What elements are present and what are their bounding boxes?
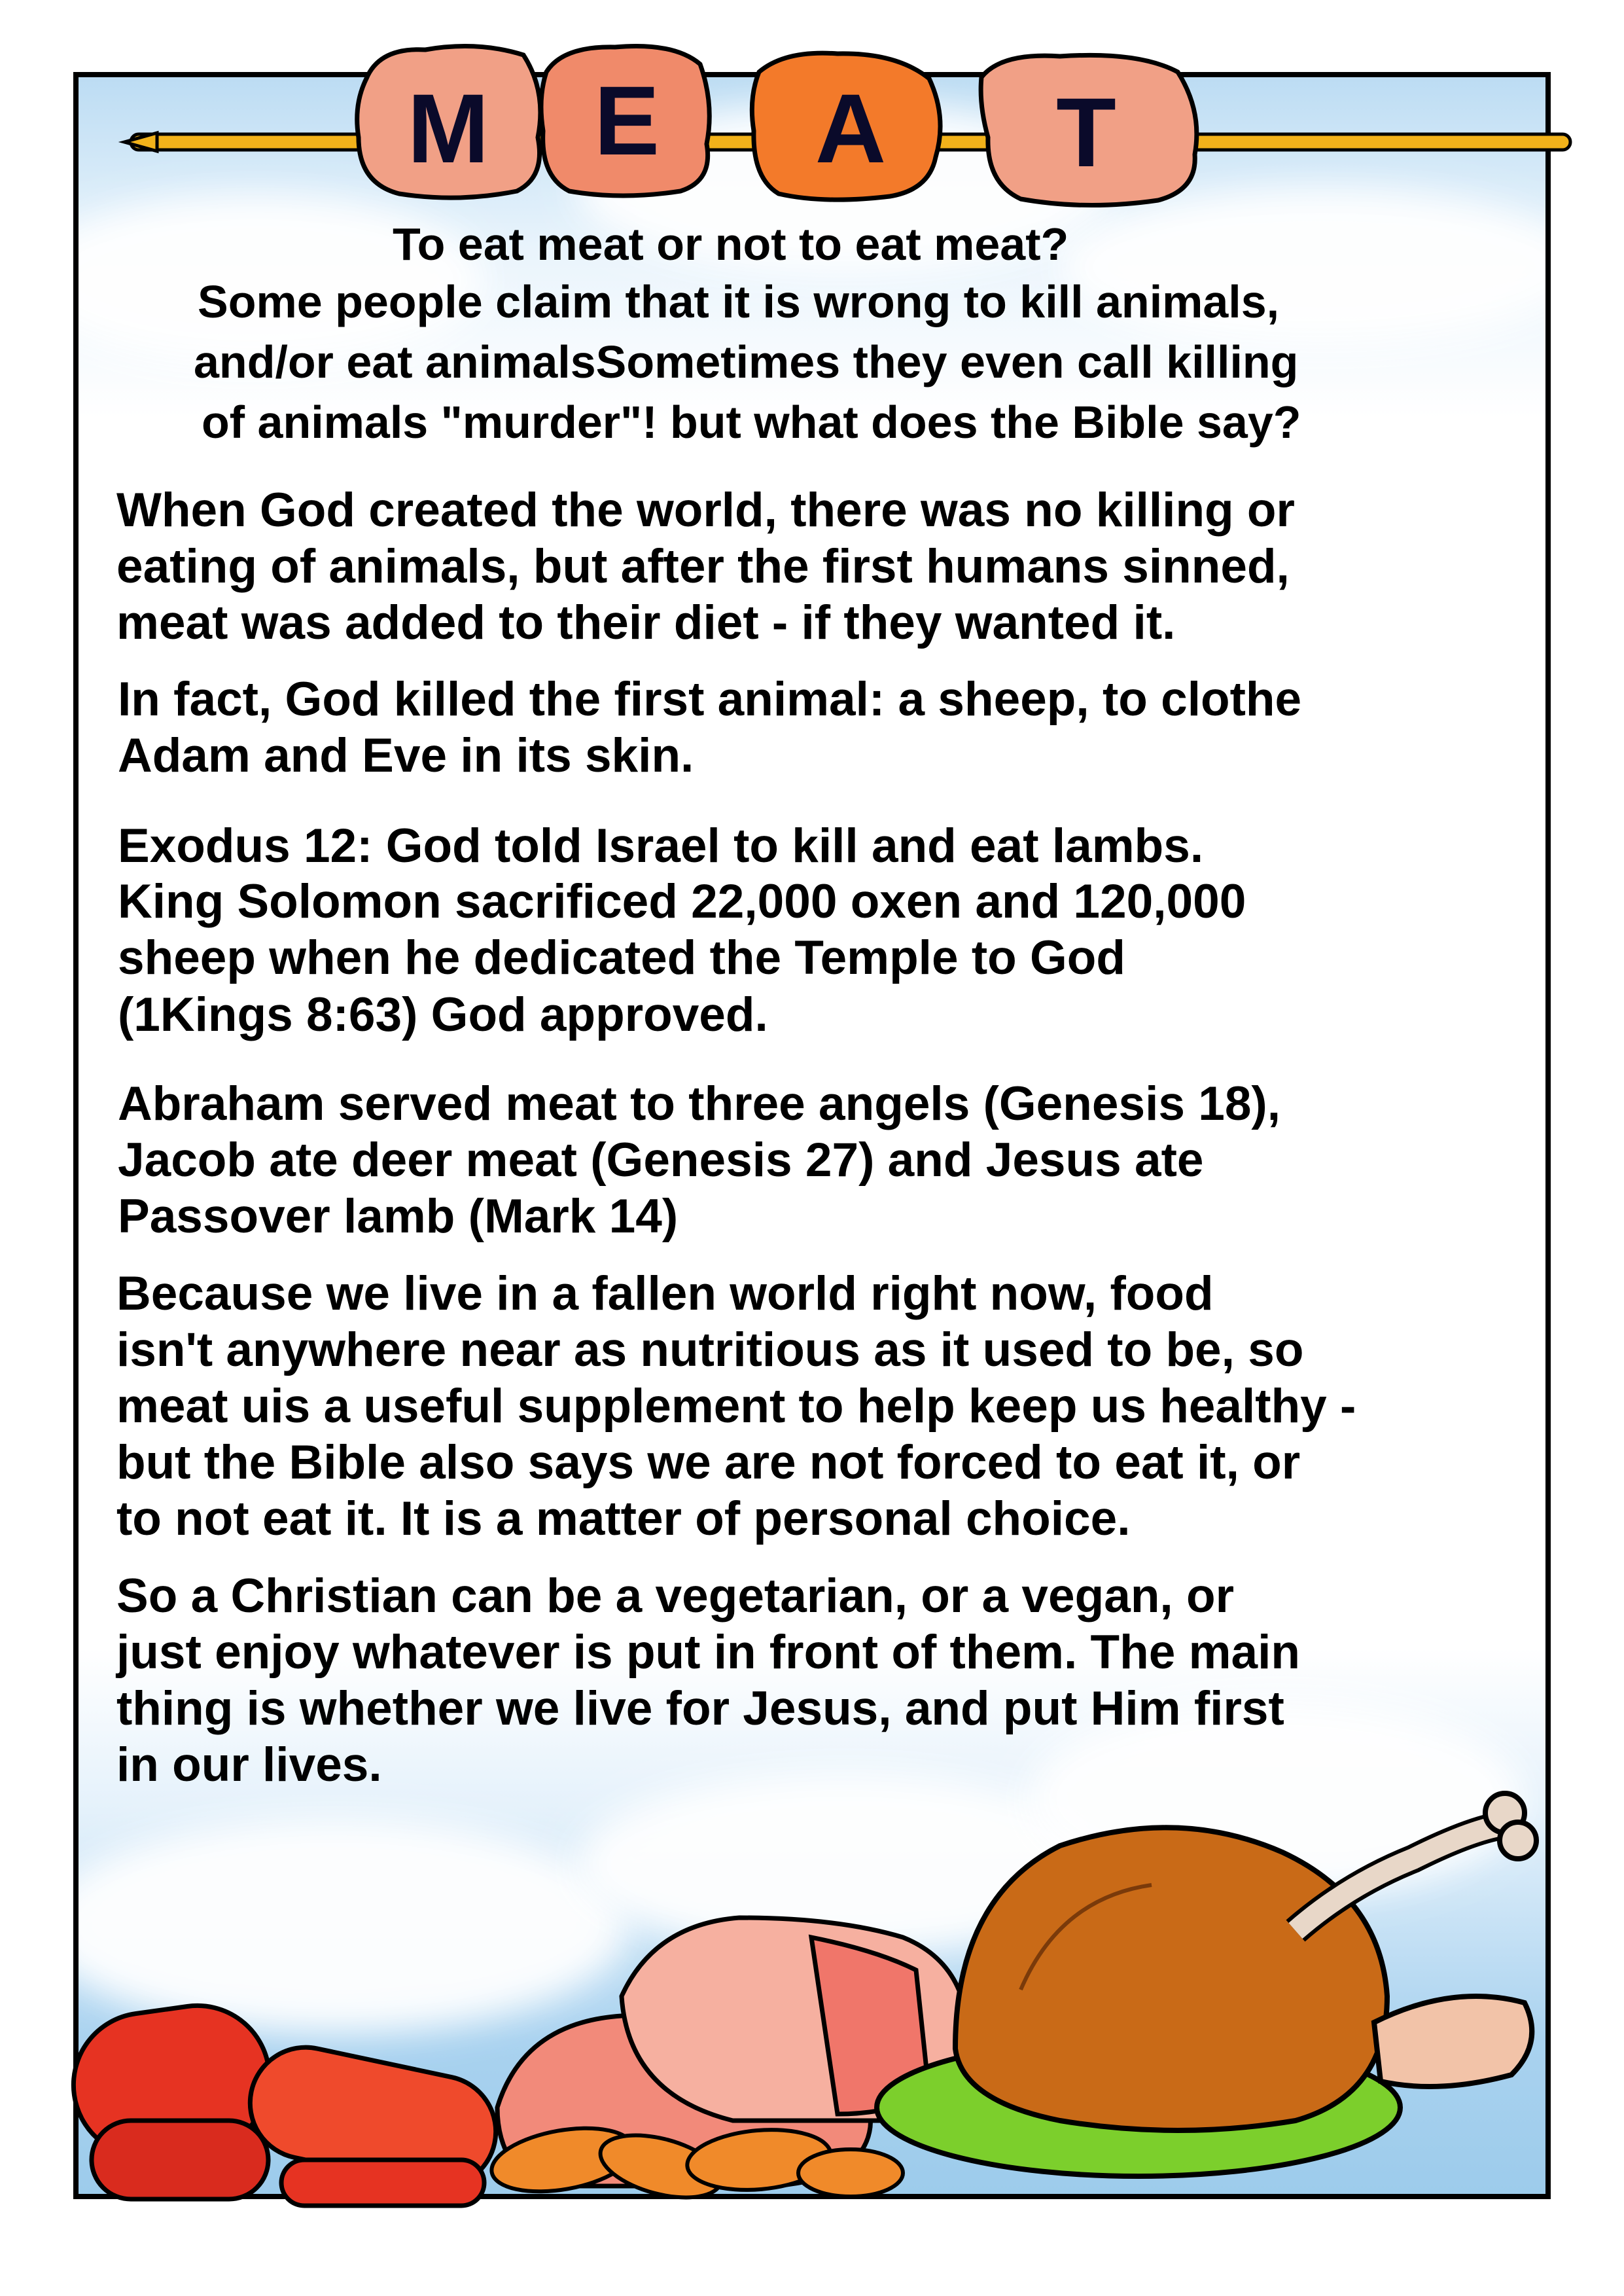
intro-line: of animals "murder"! but what does the Bible say? <box>202 397 1301 448</box>
paragraph-line: eating of animals, but after the first humans sinned, <box>116 540 1290 593</box>
paragraph-line: Exodus 12: God told Israel to kill and eat lambs. <box>118 819 1204 872</box>
paragraph-line: but the Bible also says we are not forced to eat it, or <box>116 1436 1301 1489</box>
paragraph-line: thing is whether we live for Jesus, and put Him first <box>116 1682 1284 1735</box>
paragraph-line: meat was added to their diet - if they wanted it. <box>116 596 1176 649</box>
title-letter-e: E <box>593 65 660 175</box>
intro-line: To eat meat or not to eat meat? <box>393 219 1069 270</box>
paragraph-line: meat uis a useful supplement to help keep us healthy - <box>116 1380 1356 1433</box>
title-letter-t: T <box>1056 77 1116 187</box>
paragraph-line: isn't anywhere near as nutritious as it used to be, so <box>116 1323 1304 1376</box>
title-letter-m: M <box>407 73 489 183</box>
paragraph-line: sheep when he dedicated the Temple to God <box>118 931 1125 984</box>
paragraph-line: Because we live in a fallen world right now, food <box>116 1267 1214 1320</box>
paragraph-line: to not eat it. It is a matter of personal choice. <box>116 1492 1131 1545</box>
title-letter-a: A <box>815 73 887 183</box>
paragraph-line: Abraham served meat to three angels (Genesis 18), <box>118 1077 1281 1130</box>
paragraph-line: Jacob ate deer meat (Genesis 27) and Jesus ate <box>118 1134 1204 1187</box>
paragraph-line: So a Christian can be a vegetarian, or a vegan, or <box>116 1570 1234 1623</box>
paragraph-line: King Solomon sacrificed 22,000 oxen and 120,000 <box>118 875 1246 928</box>
paragraph-line: just enjoy whatever is put in front of them. The main <box>116 1626 1300 1679</box>
intro-line: and/or eat animalsSometimes they even call killing <box>194 336 1299 387</box>
sausages-image <box>64 1996 506 2206</box>
paragraph-line: Adam and Eve in its skin. <box>118 729 694 782</box>
turkey-image <box>877 1793 1536 2176</box>
paragraph-line: When God created the world, there was no killing or <box>116 484 1295 537</box>
intro-line: Some people claim that it is wrong to kill animals, <box>198 276 1280 327</box>
paragraph-line: Passover lamb (Mark 14) <box>118 1190 679 1243</box>
paragraph-line: In fact, God killed the first animal: a sheep, to clothe <box>118 673 1302 726</box>
paragraph-line: (1Kings 8:63) God approved. <box>118 988 768 1041</box>
paragraph-line: in our lives. <box>116 1738 382 1791</box>
